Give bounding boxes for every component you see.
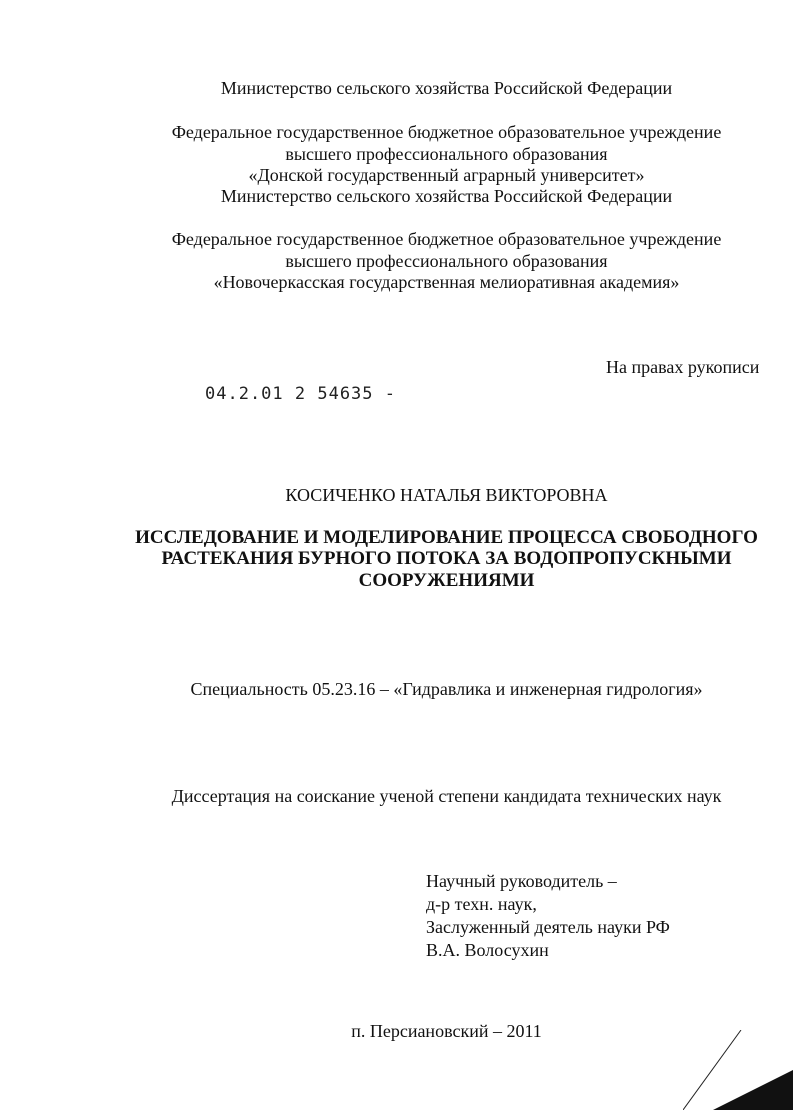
advisor-honor: Заслуженный деятель науки РФ bbox=[426, 917, 670, 937]
advisor-degree: д-р техн. наук, bbox=[426, 894, 537, 914]
corner-dark-wedge bbox=[713, 1070, 793, 1110]
institution-2-line-2: высшего профессионального образования bbox=[285, 251, 608, 271]
catalog-stamp: 04.2.01 2 54635 - bbox=[205, 384, 396, 404]
place-year: п. Персиановский – 2011 bbox=[351, 1021, 542, 1041]
rights-note: На правах рукописи bbox=[606, 357, 760, 377]
advisor-role: Научный руководитель – bbox=[426, 871, 617, 891]
title-line-2: РАСТЕКАНИЯ БУРНОГО ПОТОКА ЗА ВОДОПРОПУСКНЫМИ bbox=[161, 548, 732, 569]
institution-1-line-2: высшего профессионального образования bbox=[285, 144, 608, 164]
institution-2-line-1: Федеральное государственное бюджетное образовательное учреждение bbox=[171, 229, 722, 249]
dissertation-type: Диссертация на соискание ученой степени кандидата технических наук bbox=[171, 786, 722, 806]
specialty: Специальность 05.23.16 – «Гидравлика и инженерная гидрология» bbox=[190, 679, 703, 699]
corner-diagonal-line bbox=[683, 1030, 741, 1110]
institution-1-ministry: Министерство сельского хозяйства Российской Федерации bbox=[220, 186, 673, 206]
title-line-3: СООРУЖЕНИЯМИ bbox=[358, 570, 535, 591]
author-name: КОСИЧЕНКО НАТАЛЬЯ ВИКТОРОВНА bbox=[285, 485, 608, 505]
institution-1-line-1: Федеральное государственное бюджетное образовательное учреждение bbox=[171, 122, 722, 142]
scan-corner-mark bbox=[683, 1030, 793, 1110]
institution-2-name: «Новочеркасская государственная мелиоративная академия» bbox=[213, 272, 680, 292]
title-line-1: ИССЛЕДОВАНИЕ И МОДЕЛИРОВАНИЕ ПРОЦЕССА СВОБОДНОГО bbox=[135, 527, 758, 548]
ministry-line: Министерство сельского хозяйства Российской Федерации bbox=[220, 78, 673, 98]
institution-1-name: «Донской государственный аграрный университет» bbox=[248, 165, 645, 185]
advisor-name: В.А. Волосухин bbox=[426, 940, 549, 960]
advisor-block bbox=[426, 870, 670, 962]
